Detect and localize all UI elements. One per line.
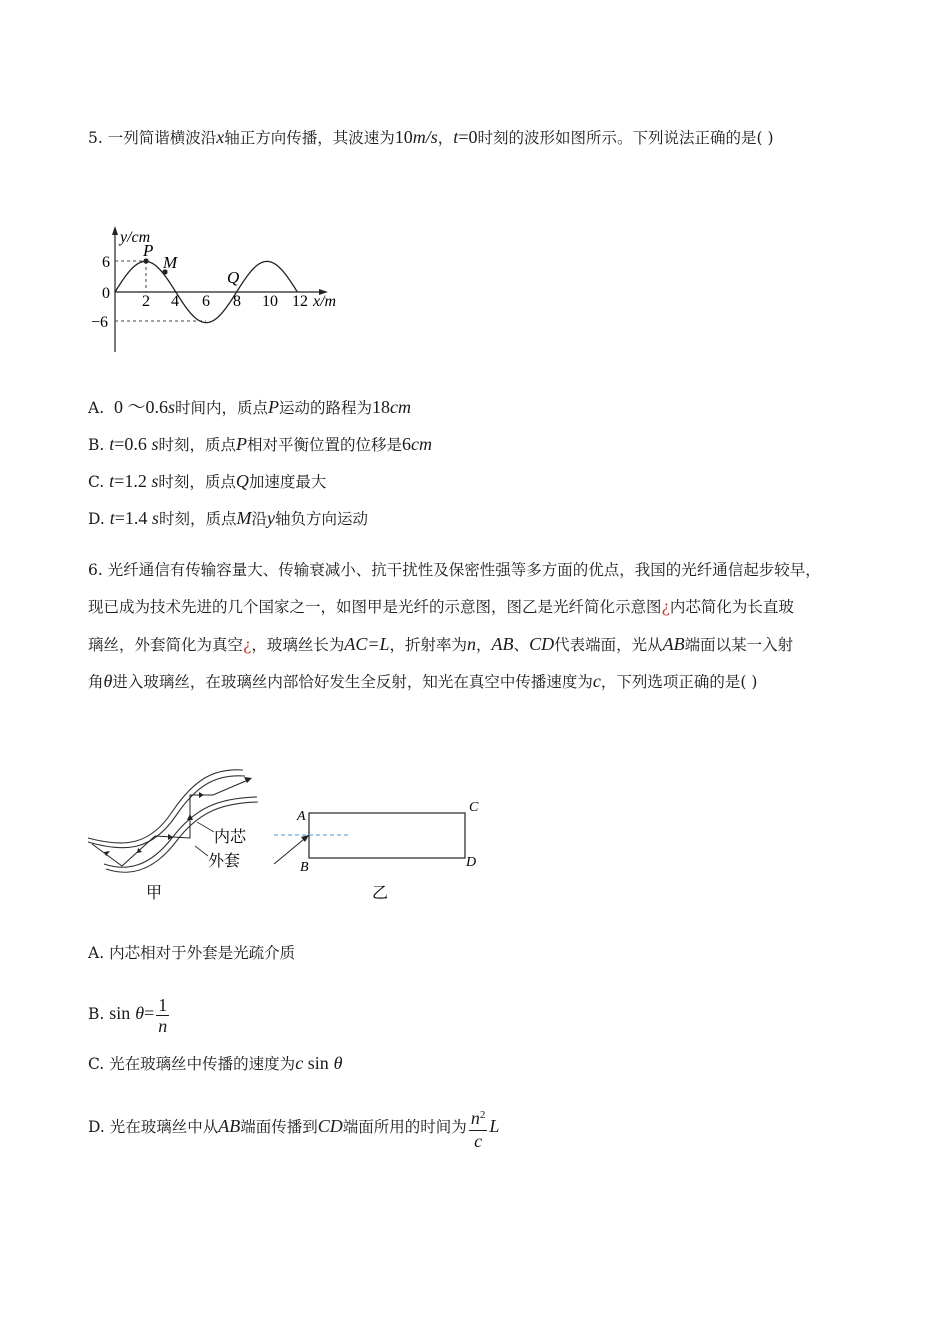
label-m: M [163, 253, 178, 272]
option-text: y [266, 508, 275, 528]
q6-glyph: ¿ [243, 636, 252, 654]
option-text: M [236, 508, 252, 528]
q5-stem [88, 126, 774, 149]
caption-jia: 甲 [146, 885, 163, 902]
option-text: P [268, 397, 280, 417]
q6-text: 端面以某一入射 [684, 636, 794, 654]
label-c: C [469, 800, 479, 815]
q5-stem-text-1: 一列简谐横波沿 [107, 129, 217, 147]
num-sup: 2 [479, 1109, 486, 1122]
option-text: 18 [372, 397, 391, 417]
option-l: L [489, 1116, 500, 1136]
q6-text: ， [476, 636, 492, 654]
q5-stem-text-4: 时刻的波形如图所示。下列说法正确的是( ) [477, 129, 774, 147]
q5-option-d[interactable] [88, 507, 368, 530]
option-text: cm [410, 434, 432, 454]
option-text: s [151, 434, 159, 454]
q6-stem-line-4 [88, 670, 757, 693]
q6-cd: CD [529, 634, 555, 654]
q6-text: 、 [513, 636, 530, 654]
option-text: cm [390, 397, 412, 417]
option-label: D. [88, 1118, 105, 1136]
q6-text: ，折射率为 [389, 636, 468, 654]
x-tick-12: 12 [292, 293, 308, 310]
option-text: 时刻，质点 [158, 436, 236, 454]
q6-stem-line-1 [88, 559, 821, 581]
option-text: s [151, 471, 159, 491]
q6-text: 进入玻璃丝，在玻璃丝内部恰好发生全反射，知光在真空中传播速度为 [112, 673, 593, 691]
option-label: C. [88, 1055, 105, 1073]
option-label: A. [88, 399, 105, 417]
x-tick-6: 6 [202, 293, 210, 310]
option-text: t [109, 471, 115, 491]
option-text: t [109, 508, 115, 528]
option-text: =1.2 [114, 471, 152, 491]
q5-speed-value: 10 [394, 127, 413, 147]
option-sin: sin [109, 1003, 131, 1023]
option-text: 光在玻璃丝中从 [109, 1118, 219, 1136]
x-tick-4: 4 [171, 293, 179, 310]
option-text: 6 [401, 434, 411, 454]
q6-option-c[interactable] [88, 1052, 342, 1075]
q6-text: 内芯简化为长直玻 [669, 598, 794, 616]
option-text: 时间内，质点 [175, 399, 269, 417]
option-text: 时刻，质点 [158, 473, 236, 491]
option-text: Q [235, 471, 249, 491]
option-c: c [295, 1053, 304, 1073]
label-inner-core: 内芯 [214, 829, 247, 846]
option-ab: AB [218, 1116, 241, 1136]
x-tick-2: 2 [142, 293, 150, 310]
fraction-numerator: 1 [158, 994, 168, 1015]
x-tick-8: 8 [233, 293, 241, 310]
label-outer-cladding: 外套 [208, 853, 241, 870]
option-text: 时刻，质点 [158, 510, 237, 528]
option-text: 内芯相对于外套是光疏介质 [109, 944, 296, 962]
option-theta: θ [135, 1003, 145, 1023]
q5-wave-figure [86, 222, 356, 358]
option-label: D. [88, 510, 105, 528]
q5-speed-unit: m/s [412, 127, 438, 147]
q6-ab: AB [662, 634, 685, 654]
q5-t-eq: =0 [458, 127, 478, 147]
q6-option-a[interactable] [88, 942, 295, 964]
option-theta: θ [333, 1053, 343, 1073]
y-axis-label: y/cm [120, 229, 151, 246]
option-text: 运动的路程为 [279, 399, 373, 417]
label-q: Q [227, 268, 240, 287]
q5-stem-text-3: ， [437, 129, 454, 147]
fraction-numerator [469, 1105, 488, 1130]
q6-ac-eq: AC=L [344, 634, 390, 654]
q6-stem-line-3 [88, 633, 793, 656]
label-a: A [297, 809, 306, 824]
option-text: =1.4 [114, 508, 152, 528]
q6-text: 光纤通信有传输容量大、传输衰减小、抗干扰性及保密性强等多方面的优点，我国的光纤通信起步较早， [107, 561, 821, 579]
caption-yi: 乙 [372, 885, 389, 902]
y-tick-neg6: −6 [91, 314, 109, 331]
option-label: B. [88, 1005, 105, 1023]
fraction-denominator: c [474, 1130, 483, 1151]
option-text: t [109, 434, 115, 454]
q6-glyph: ¿ [661, 598, 670, 616]
option-text: 0 ～0.6 [113, 397, 168, 417]
q6-c-var: c [592, 671, 601, 691]
q6-number: 6. [88, 561, 103, 579]
option-text: 端面所用的时间为 [342, 1118, 467, 1136]
label-d: D [466, 855, 477, 870]
q6-text: 代表端面，光从 [554, 636, 663, 654]
option-text: 轴负方向运动 [274, 510, 368, 528]
option-label: A. [88, 944, 105, 962]
q5-option-b[interactable] [88, 433, 432, 456]
q5-option-c[interactable] [88, 470, 326, 493]
q6-text: ，下列选项正确的是( ) [600, 673, 758, 691]
q6-option-d[interactable] [88, 1104, 499, 1151]
option-sin: sin [303, 1053, 329, 1073]
label-p: P [143, 241, 154, 260]
option-label: C. [88, 473, 105, 491]
option-text: s [151, 508, 159, 528]
y-tick-6: 6 [102, 254, 110, 271]
q6-text: 现已成为技术先进的几个国家之一，如图甲是光纤的示意图，图乙是光纤简化示意图 [88, 598, 662, 616]
option-text: 沿 [251, 510, 267, 528]
option-cd: CD [317, 1116, 343, 1136]
y-tick-0: 0 [102, 285, 110, 302]
q5-number: 5. [88, 129, 103, 147]
q5-option-a[interactable] [88, 396, 411, 419]
fraction-n2-over-c [469, 1105, 488, 1150]
q6-text: 璃丝，外套简化为真空 [88, 636, 244, 654]
option-text: 端面传播到 [240, 1118, 318, 1136]
label-b: B [300, 860, 309, 875]
q5-t-var: t [453, 127, 459, 147]
q6-text: ，玻璃丝长为 [251, 636, 345, 654]
option-text: P [235, 434, 247, 454]
q5-stem-text-2: 轴正方向传播，其波速为 [224, 129, 395, 147]
q6-option-b[interactable] [88, 992, 171, 1036]
option-text: 相对平衡位置的位移是 [246, 436, 402, 454]
q6-n-var: n [467, 634, 477, 654]
q6-figure-jia [84, 760, 264, 905]
option-text: =0.6 [114, 434, 152, 454]
option-label: B. [88, 436, 105, 454]
option-text: 光在玻璃丝中传播的速度为 [109, 1055, 296, 1073]
x-axis-label: x/m [313, 293, 337, 310]
num-n: n [470, 1108, 480, 1129]
q5-x-var: x [216, 127, 225, 147]
q6-stem-line-2 [88, 596, 794, 618]
option-text: 加速度最大 [248, 473, 327, 491]
q6-figure-yi [268, 794, 484, 906]
fraction-denominator: n [158, 1015, 168, 1036]
fraction-1-over-n [156, 995, 169, 1036]
q6-text: 角 [88, 673, 104, 691]
option-text: s [167, 397, 175, 417]
q6-theta: θ [103, 671, 113, 691]
x-tick-10: 10 [262, 293, 278, 310]
q6-ab: AB [491, 634, 514, 654]
option-eq: = [144, 1003, 155, 1023]
